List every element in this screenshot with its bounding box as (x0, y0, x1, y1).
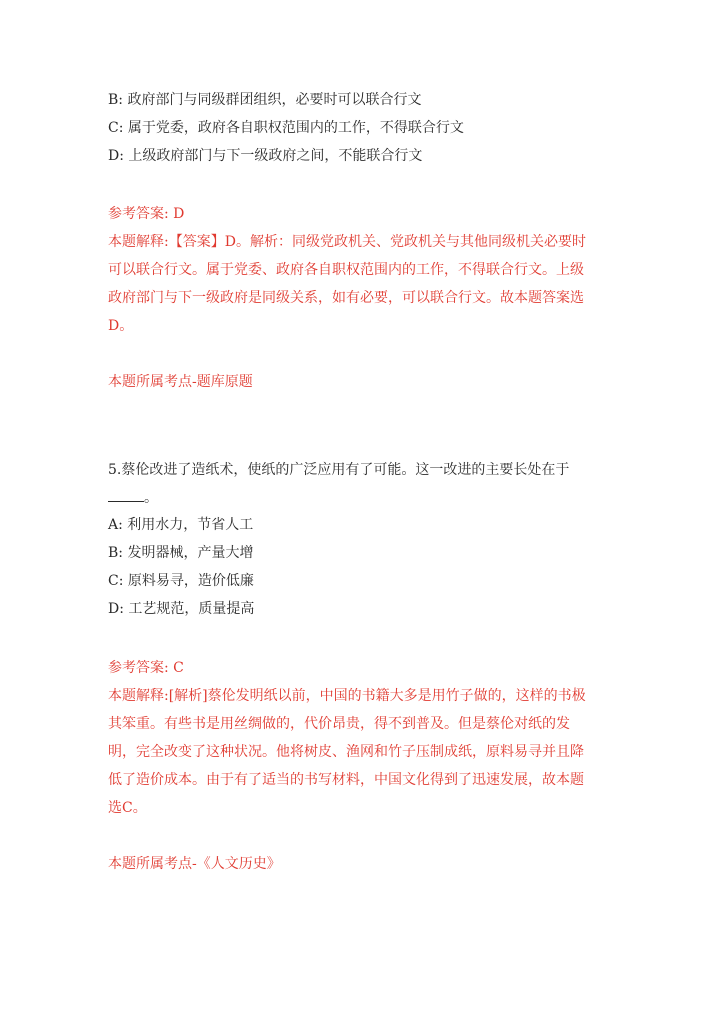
q5-option-c: C: 原料易寻，造价低廉 (108, 573, 254, 589)
q5-stem-line-2 (108, 484, 608, 512)
q5-answer-blank (108, 485, 144, 502)
q5-stem-line-1: 5.蔡伦改进了造纸术，使纸的广泛应用有了可能。这一改进的主要长处在于 (108, 462, 570, 478)
q4-topic-block (108, 368, 608, 396)
q5-option-d: D: 工艺规范，质量提高 (108, 601, 255, 617)
q4-explanation-line-2: 可以联合行文。属于党委、政府各自职权范围内的工作，不得联合行文。上级 (108, 262, 584, 278)
q4-explanation-line-1: 本题解释:【答案】D。解析：同级党政机关、党政机关与其他同级机关必要时 (108, 234, 586, 250)
q5-options (108, 511, 608, 623)
q4-option-c: C: 属于党委，政府各自职权范围内的工作，不得联合行文 (108, 120, 464, 136)
q5-explanation-line-5: 选C。 (108, 800, 147, 816)
q4-explanation-line-4: D。 (108, 318, 134, 334)
q4-option-d: D: 上级政府部门与下一级政府之间，不能联合行文 (108, 148, 423, 164)
q5-option-a: A: 利用水力，节省人工 (108, 517, 254, 533)
q5-topic: 本题所属考点-《人文历史》 (108, 856, 281, 872)
q5-explanation-line-4: 低了造价成本。由于有了适当的书写材料，中国文化得到了迅速发展，故本题 (108, 772, 584, 788)
q5-stem (108, 456, 608, 512)
q5-answer: 参考答案: C (108, 660, 184, 676)
q5-explanation-line-3: 明，完全改变了这种状况。他将树皮、渔网和竹子压制成纸，原料易寻并且降 (108, 744, 584, 760)
q4-answer: 参考答案: D (108, 206, 185, 222)
q5-answer-block (108, 654, 608, 822)
q4-options (108, 86, 608, 170)
q5-topic-block (108, 850, 608, 878)
q4-explanation-line-3: 政府部门与下一级政府是同级关系，如有必要，可以联合行文。故本题答案选 (108, 290, 584, 306)
q5-explanation-line-1: 本题解释:[解析]蔡伦发明纸以前，中国的书籍大多是用竹子做的，这样的书极 (108, 688, 586, 704)
q5-explanation-line-2: 其笨重。有些书是用丝绸做的，代价昂贵，得不到普及。但是蔡伦对纸的发 (108, 716, 570, 732)
q4-answer-block (108, 200, 608, 340)
q4-topic: 本题所属考点-题库原题 (108, 374, 253, 390)
q5-option-b: B: 发明器械，产量大增 (108, 545, 254, 561)
q5-stem-suffix: 。 (144, 490, 158, 506)
q4-option-b: B: 政府部门与同级群团组织，必要时可以联合行文 (108, 92, 422, 108)
